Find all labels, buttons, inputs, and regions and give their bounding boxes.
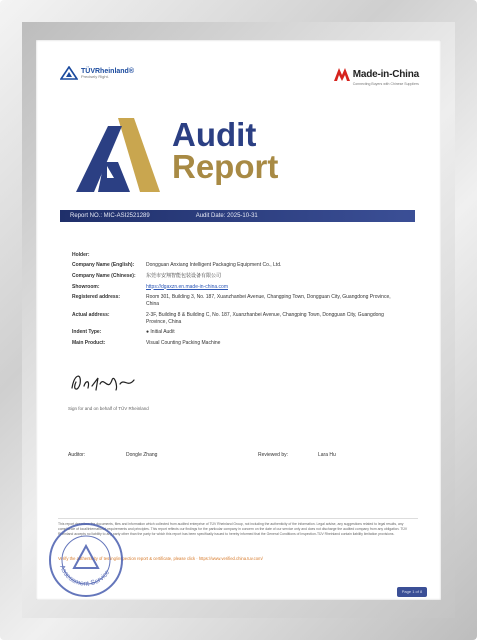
company-name-english: Dongguan Anxiang Intelligent Packaging Equipment Co., Ltd. <box>146 262 282 268</box>
audit-date: Audit Date: 2025-10-31 <box>195 213 258 219</box>
tuv-name: TÜVRheinland® <box>81 67 134 75</box>
holder-info <box>72 252 402 351</box>
made-in-china-m-icon <box>333 66 351 82</box>
actual-address: 2-3F, Building 8 & Building C, No. 187, Xuanzhanbei Avenue, Changping Town, Dongguan City, Guangdong Province, China <box>146 311 384 325</box>
info-label: Showroom: <box>72 283 100 290</box>
indent-type: ● Initial Audit <box>146 329 175 336</box>
info-row <box>72 340 402 347</box>
info-label: Company Name (Chinese): <box>72 272 136 279</box>
tuv-tagline: Precisely Right. <box>81 73 109 79</box>
stamp-text: Assessment Service <box>58 564 112 588</box>
made-in-china-name: Made-in-China <box>352 68 419 80</box>
signature-caption: Sign for and on behalf of TÜV Rheinland <box>68 406 149 411</box>
made-in-china-logo <box>333 66 419 86</box>
audit-report-logo-icon <box>74 116 160 194</box>
auditor-name: Dongle Zhang <box>126 452 158 458</box>
company-name-chinese: 东莞市安翔智能包装设备有限公司 <box>146 272 222 279</box>
certificate-page <box>36 40 441 600</box>
info-row <box>72 312 402 326</box>
info-label: Indent Type: <box>72 329 102 336</box>
disclaimer-text: This report describes the documents, files and information which collected from audited enterprise of TÜV Rheinland Group, not including the authenticity of the information. Legal advise, any suggestions related to legal results, any compliance of local/international requirements and principles. This report reflects our findings for the particular company in concern on the date of our service only and does not discharge the audited company from any obligation. TÜV Rheinland accepts no liability to any party other than the party for which this report has been specifically issued to hereby informed that the General Conditions of Inspection-TÜV Rheinland contain liability limitation provisions. <box>58 522 408 536</box>
info-row <box>72 294 402 308</box>
verification-link[interactable]: Verify the authenticity of testing/inspection report & certificate, please click · https://www.verified.china.tuv.com/ <box>58 556 263 561</box>
info-label: Registered address: <box>72 294 121 301</box>
info-label: Actual address: <box>72 311 110 318</box>
info-row <box>72 273 402 280</box>
tuv-triangle-icon <box>60 66 78 80</box>
info-row <box>72 284 402 291</box>
title-report: Report <box>172 148 279 185</box>
report-number: Report NO.: MIC-ASI2521289 <box>70 213 150 219</box>
holder-heading: Holder: <box>72 252 90 258</box>
reviewer-name: Lara Hu <box>318 452 336 458</box>
page-indicator: Page 1 of 8 <box>397 587 427 597</box>
main-product: Visual Counting Packing Machine <box>146 340 221 346</box>
assessment-service-stamp <box>46 520 126 600</box>
registered-address: Room 301, Building 3, No. 187, Xuanzhanbei Avenue, Changping Town, Dongguan City, Guangdong Province, China <box>146 294 391 307</box>
report-number-band <box>60 210 415 222</box>
reviewer-label: Reviewed by: <box>258 452 289 458</box>
handwritten-signature <box>68 368 138 396</box>
showroom-link[interactable]: https://dgaxzn.en.made-in-china.com <box>146 283 228 290</box>
info-row <box>72 262 402 269</box>
tuv-logo <box>60 66 134 80</box>
info-label: Company Name (English): <box>72 262 135 268</box>
info-row <box>72 329 402 336</box>
auditor-label: Auditor: <box>68 452 86 458</box>
footer-divider <box>58 518 418 519</box>
title-audit: Audit <box>172 116 257 153</box>
made-in-china-tagline: Connecting Buyers with Chinese Suppliers <box>352 82 419 86</box>
info-label: Main Product: <box>72 340 106 346</box>
